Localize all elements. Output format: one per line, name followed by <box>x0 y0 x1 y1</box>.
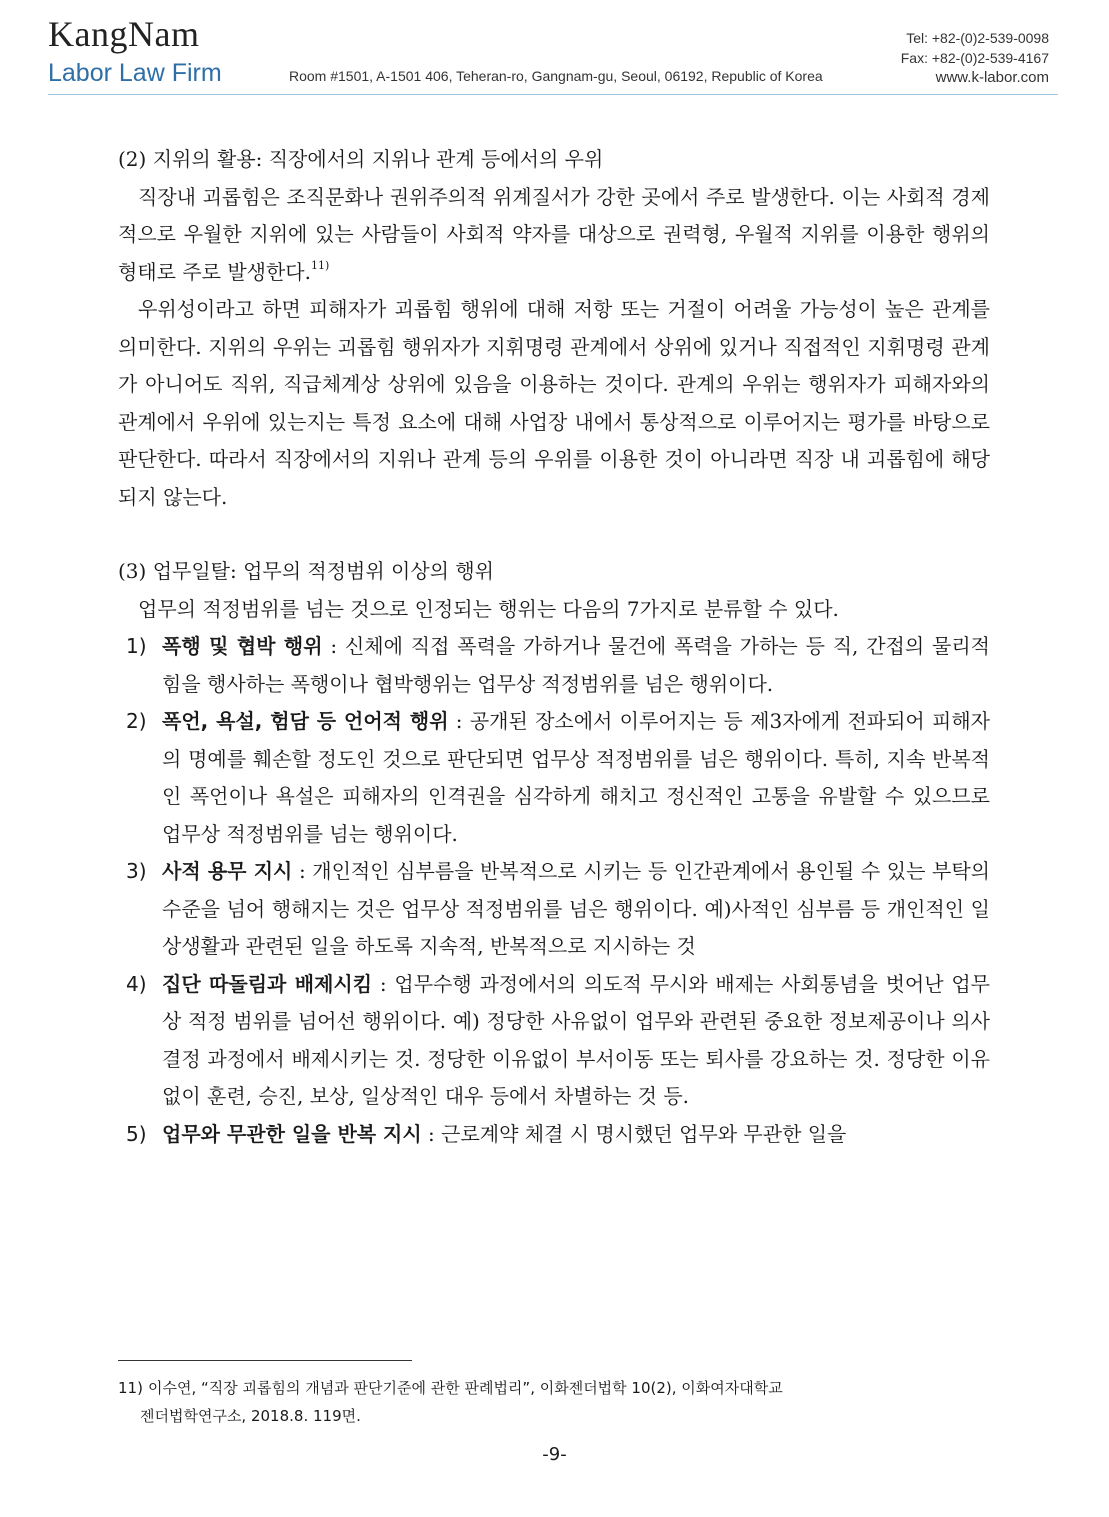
section-spacer <box>118 516 990 553</box>
footnote-line-1 <box>118 1374 990 1402</box>
section-2-paragraph-1-text: 직장내 괴롭힘은 조직문화나 권위주의적 위계질서가 강한 곳에서 주로 발생한다. 이는 사회적 경제적으로 우월한 지위에 있는 사람들이 사회적 약자를 대상으로 권력형, 우월적 지위를 이용한 행위의 형태로 주로 발생한다. <box>118 184 990 284</box>
firm-logo-name: KangNam <box>48 14 200 54</box>
footnote-line-2: 젠더법학연구소, 2018.8. 119면. <box>140 1407 361 1425</box>
firm-website: www.k-labor.com <box>935 69 1049 86</box>
document-body <box>118 141 990 1153</box>
section-3-intro: 업무의 적정범위를 넘는 것으로 인정되는 행위는 다음의 7가지로 분류할 수 있다. <box>138 596 839 621</box>
list-item-term: 폭행 및 협박 행위 <box>162 634 323 658</box>
list-item-term: 폭언, 욕설, 험담 등 언어적 행위 <box>162 709 449 733</box>
firm-logo-subtitle: Labor Law Firm <box>48 59 222 87</box>
list-item <box>118 1116 990 1154</box>
list-item-text: : 근로계약 체결 시 명시했던 업무와 무관한 일을 <box>421 1121 847 1146</box>
firm-contact <box>901 28 1049 88</box>
footnote-divider <box>118 1360 412 1361</box>
section-2-title: (2) 지위의 활용: 직장에서의 지위나 관계 등에서의 우위 <box>118 147 604 171</box>
footnote <box>118 1374 990 1430</box>
page-number: -9- <box>542 1444 567 1465</box>
list-item-text: : 개인적인 심부름을 반복적으로 시키는 등 인간관계에서 용인될 수 있는 부탁의 수준을 넘어 행해지는 것은 업무상 적정범위를 넘은 행위이다. 예)사적인 심부름 등 개인적인 일상생활과 관련된 일을 하도록 지속적, 반복적으로 지시하는 것 <box>162 859 990 958</box>
firm-fax: Fax: +82-(0)2-539-4167 <box>900 50 1049 66</box>
page-header <box>0 0 1109 100</box>
list-item-text: : 공개된 장소에서 이루어지는 등 제3자에게 전파되어 피해자의 명예를 훼손할 정도인 것으로 판단되면 업무상 적정범위를 넘은 행위이다. 특히, 지속 반복적인 폭언이나 욕설은 피해자의 인격권을 심각하게 해치고 정신적인 고통을 유발할 수 있으므로 업무상 적정범위를 넘는 행위이다. <box>162 709 990 846</box>
list-item-text: : 업무수행 과정에서의 의도적 무시와 배제는 사회통념을 벗어난 업무상 적정 범위를 넘어선 행위이다. 예) 정당한 사유없이 업무와 관련된 중요한 정보제공이나 의사결정 과정에서 배제시키는 것. 정당한 이유없이 부서이동 또는 퇴사를 강요하는 것. 정당한 이유없이 훈련, 승진, 보상, 일상적인 대우 등에서 차별하는 것 등. <box>162 971 990 1108</box>
behavior-list <box>118 628 990 1153</box>
section-2-paragraph-1 <box>118 179 990 292</box>
footnote-text-1: 이수연, “직장 괴롭힘의 개념과 판단기준에 관한 판례법리”, 이화젠더법학 10(2), 이화여자대학교 <box>148 1379 783 1397</box>
firm-address: Room #1501, A-1501 406, Teheran-ro, Gangnam-gu, Seoul, 06192, Republic of Korea <box>289 68 823 84</box>
section-2-paragraph-2: 우위성이라고 하면 피해자가 괴롭힘 행위에 대해 저항 또는 거절이 어려울 가능성이 높은 관계를 의미한다. 지위의 우위는 괴롭힘 행위자가 지휘명령 관계에서 상위에 있거나 직접적인 지휘명령 관계가 아니어도 직위, 직급체계상 상위에 있음을 이용하는 것이다. 관계의 우위는 행위자가 피해자와의 관계에서 우위에 있는지는 특정 요소에 대해 사업장 내에서 통상적으로 이루어지는 평가를 바탕으로 판단한다. 따라서 직장에서의 지위나 관계 등의 우위를 이용한 것이 아니라면 직장 내 괴롭힘에 해당되지 않는다. <box>118 297 990 509</box>
list-item-number: 4) <box>126 971 147 996</box>
list-item <box>118 853 990 966</box>
list-item-term: 업무와 무관한 일을 반복 지시 <box>162 1121 422 1146</box>
list-item-text: : 신체에 직접 폭력을 가하거나 물건에 폭력을 가하는 등 직, 간접의 물리적 힘을 행사하는 폭행이나 협박행위는 업무상 적정범위를 넘은 행위이다. <box>162 634 990 696</box>
list-item-number: 3) <box>126 859 147 883</box>
list-item <box>118 703 990 853</box>
footnote-ref: 11) <box>310 258 330 272</box>
header-divider <box>48 94 1058 95</box>
list-item-term: 사적 용무 지시 <box>162 859 293 883</box>
footnote-mark: 11) <box>118 1379 143 1397</box>
list-item <box>118 966 990 1116</box>
list-item-term: 집단 따돌림과 배제시킴 <box>162 971 373 996</box>
firm-tel: Tel: +82-(0)2-539-0098 <box>906 30 1049 46</box>
list-item <box>118 628 990 703</box>
list-item-number: 1) <box>126 634 147 658</box>
list-item-number: 5) <box>126 1121 147 1146</box>
section-3-title: (3) 업무일탈: 업무의 적정범위 이상의 행위 <box>118 559 494 583</box>
list-item-number: 2) <box>126 709 147 733</box>
